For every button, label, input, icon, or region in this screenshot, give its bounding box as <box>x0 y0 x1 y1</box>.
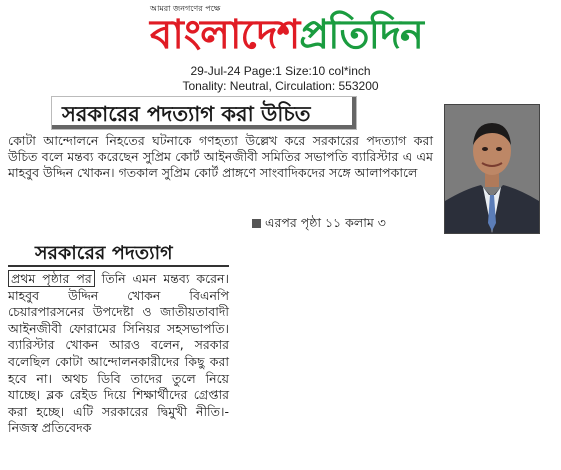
headline-divider <box>8 265 229 267</box>
masthead-tagline: আমরা জনগণের পক্ষে <box>150 4 221 13</box>
masthead <box>0 0 561 62</box>
person-portrait-icon <box>444 104 540 234</box>
continuation-bracket-label: প্রথম পৃষ্ঠার পর <box>8 270 95 287</box>
article-headline-box <box>52 97 356 129</box>
square-bullet-icon <box>252 219 261 228</box>
continuation-headline: সরকারের পদত্যাগ <box>35 242 173 264</box>
clip-meta-date-size: 29-Jul-24 Page:1 Size:10 col*inch <box>190 64 371 78</box>
continued-reference-text: এরপর পৃষ্ঠা ১১ কলাম ৩ <box>265 215 386 230</box>
continued-reference <box>252 215 386 235</box>
newspaper-logo <box>150 11 423 59</box>
logo-part-green: প্রতিদিন <box>299 12 423 58</box>
continuation-body: তিনি এমন মন্তব্য করেন। মাহবুব উদ্দিন খোকন বিএনপি চেয়ারপারসনের উপদেষ্টা ও জাতীয়তাবাদী আইনজীবী ফোরামের সিনিয়র সহসভাপতি। ব্যারিস্টার খোকন আরও বলেন, সরকার বলেছিল কোটা আন্দোলনকারীদের কিছু করা হবে না। অথচ ডিবি তাদের তুলে নিয়ে যাচ্ছে। ব্লক রেইড দিয়ে শিক্ষার্থীদের গ্রেপ্তার করা হচ্ছে। এটি সরকারের দ্বিমুখী নীতি।-নিজস্ব প্রতিবেদক <box>8 271 229 436</box>
continuation-paragraph <box>8 271 229 437</box>
article-lead-paragraph: কোটা আন্দোলনে নিহতের ঘটনাকে গণহত্যা উল্লেখ করে সরকারের পদত্যাগ করা উচিত বলে মন্তব্য করেছেন সুপ্রিম কোর্ট আইনজীবী সমিতির সভাপতি ব্যারিস্টার এ এম মাহবুব উদ্দিন খোকন। গতকাল সুপ্রিম কোর্ট প্রাঙ্গণে সাংবাদিকদের সঙ্গে আলাপকালে <box>8 133 433 180</box>
logo-part-red: বাংলাদেশ <box>150 12 300 58</box>
clip-meta-tonality: Tonality: Neutral, Circulation: 553200 <box>182 79 379 93</box>
article-headline: সরকারের পদত্যাগ করা উচিত <box>62 102 311 126</box>
portrait-drawing <box>445 105 539 233</box>
